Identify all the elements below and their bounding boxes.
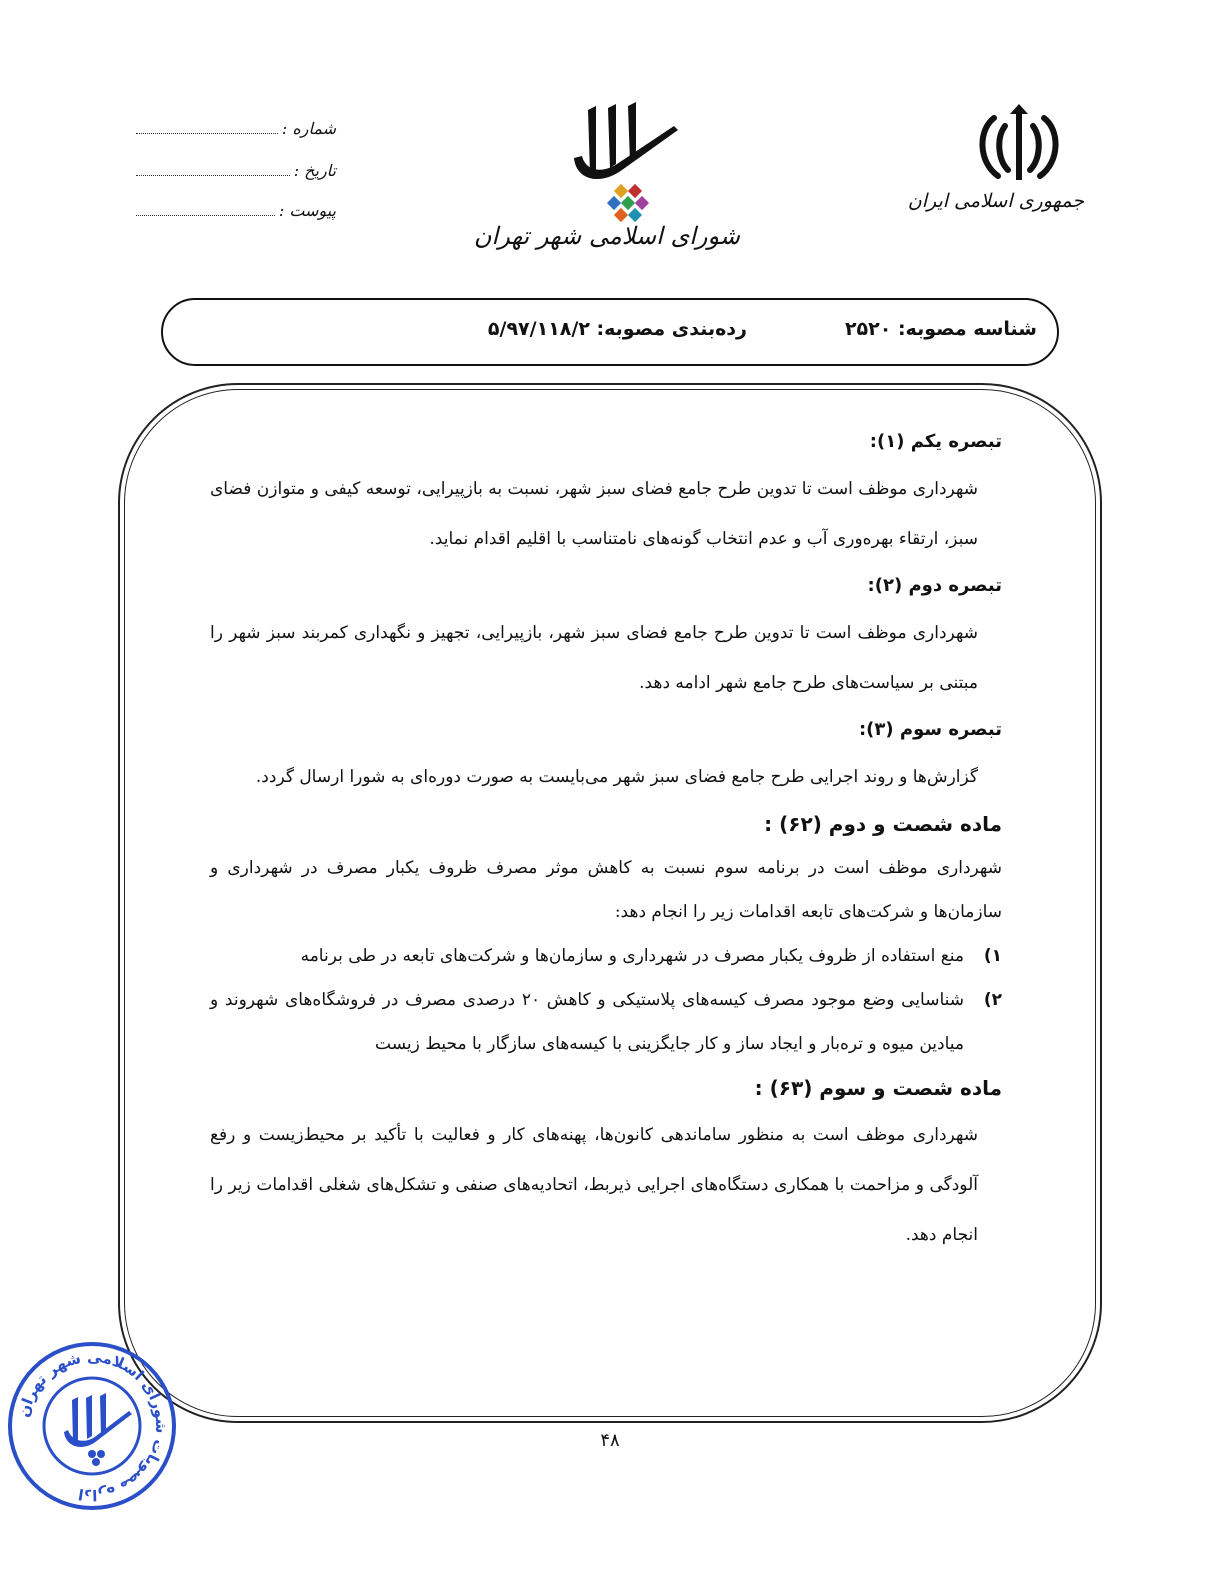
country-name: جمهوری اسلامی ایران (907, 190, 1084, 212)
approval-info-bar (161, 298, 1059, 366)
note-2-text: شهرداری موظف است تا تدوین طرح جامع فضای سبز شهر، بازپیرایی، تجهیز و نگهداری کمربند سبز شهر را مبتنی بر سیاست‌های طرح جامع شهر ادامه دهد. (210, 623, 978, 693)
meta-attachment-field (136, 196, 336, 220)
meta-date-label: تاریخ : (293, 161, 336, 180)
article-62-title: ماده شصت و دوم (۶۲) : (764, 812, 1002, 836)
meta-attachment-label: پیوست : (278, 201, 336, 220)
council-stamp-icon (6, 1340, 178, 1512)
list-item-number: ۲) (983, 990, 1002, 1010)
approval-id: شناسه مصوبه: ۲۵۲۰ (844, 318, 1037, 340)
note-1-title: تبصره یکم (۱): (869, 431, 1002, 452)
meta-date-field (136, 156, 336, 180)
document-body (210, 420, 1002, 1260)
list-item-text: شناسایی وضع موجود مصرف کیسه‌های پلاستیکی و کاهش ۲۰ درصدی مصرف در فروشگاه‌های شهروند و میادین میوه و تره‌بار و ایجاد ساز و کار جایگزینی با کیسه‌های سازگار با محیط زیست (210, 990, 964, 1054)
meta-number-label: شماره : (281, 119, 336, 138)
list-item (210, 934, 1002, 978)
meta-date-dots (136, 159, 290, 176)
note-1-text: شهرداری موظف است تا تدوین طرح جامع فضای سبز شهر، نسبت به بازپیرایی، توسعه کیفی و متوازن فضای سبز، ارتقاء بهره‌وری آب و عدم انتخاب گونه‌های نامتناسب با اقلیم اقدام نماید. (210, 479, 978, 549)
list-item-number: ۱) (983, 946, 1002, 966)
iran-emblem-icon (964, 100, 1074, 190)
meta-attachment-dots (136, 199, 275, 216)
approval-classification: رده‌بندی مصوبه: ۵/۹۷/۱۱۸/۲ (487, 318, 747, 340)
stamp-text: اداره مصوبات شورای اسلامی شهر تهران (14, 1347, 171, 1505)
council-name: شورای اسلامی شهر تهران (473, 222, 740, 250)
article-63-text: شهرداری موظف است به منظور ساماندهی کانون‌ها، پهنه‌های کار و فعالیت با تأکید بر محیط‌زیست و رفع آلودگی و مزاحمت با همکاری دستگاه‌های اجرایی ذیربط، اتحادیه‌های صنفی و تشکل‌های شغلی اقدامات زیر را انجام دهد. (210, 1125, 978, 1245)
list-item-text: منع استفاده از ظروف یکبار مصرف در شهرداری و سازمان‌ها و شرکت‌های تابعه در طی برنامه (300, 946, 964, 966)
article-62-text: شهرداری موظف است در برنامه سوم نسبت به کاهش موثر مصرف ظروف یکبار مصرف در شهرداری و سازمان‌ها و شرکت‌های تابعه اقدامات زیر را انجام دهد: (210, 858, 1002, 922)
meta-number-field (136, 114, 336, 138)
note-3-text: گزارش‌ها و روند اجرایی طرح جامع فضای سبز شهر می‌بایست به صورت دوره‌ای به شورا ارسال گردد. (255, 767, 978, 787)
page-number: ۴۸ (600, 1430, 620, 1451)
note-2-title: تبصره دوم (۲): (867, 575, 1002, 596)
svg-text:اداره مصوبات شورای اسلامی شهر (15, 1348, 170, 1504)
council-logo-icon (560, 100, 680, 230)
note-3-title: تبصره سوم (۳): (858, 719, 1002, 740)
list-item (210, 978, 1002, 1066)
meta-number-dots (136, 117, 278, 134)
article-63-title: ماده شصت و سوم (۶۳) : (754, 1076, 1002, 1100)
